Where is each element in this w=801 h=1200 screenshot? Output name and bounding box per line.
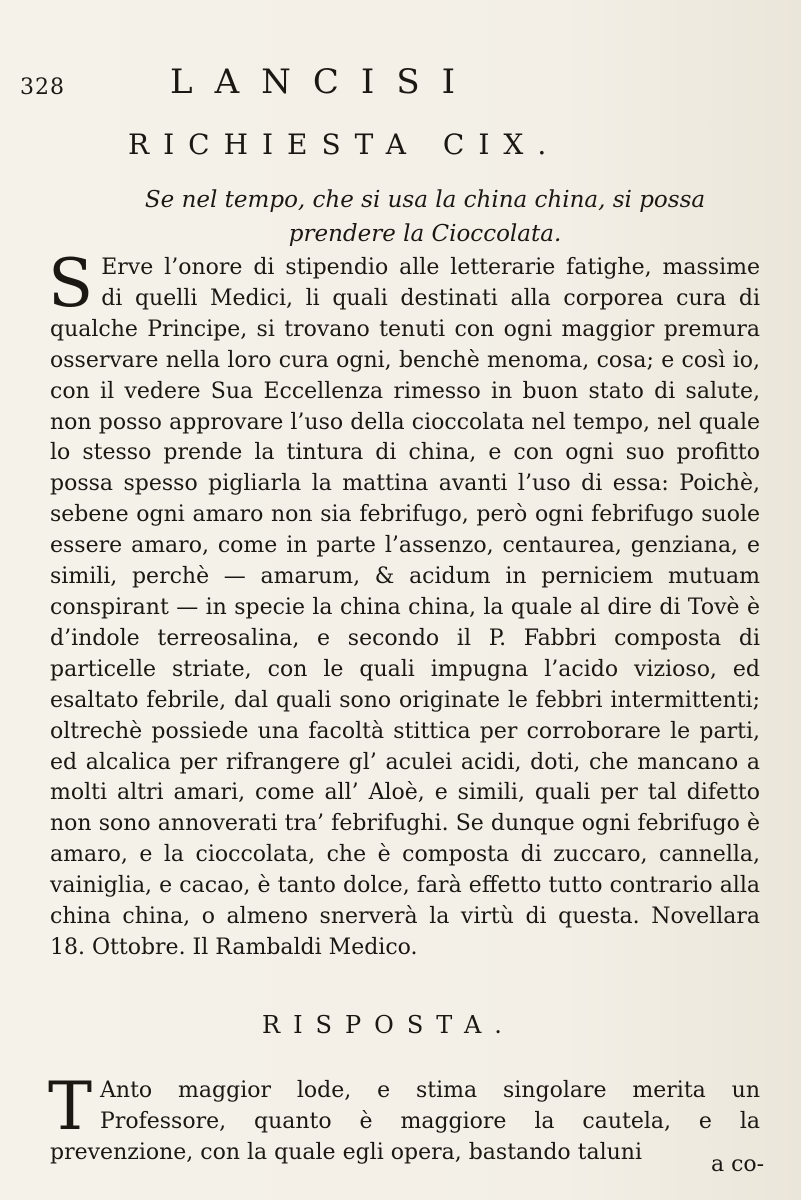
catchword: a co- [711, 1152, 765, 1177]
subtitle-line-2: prendere la Cioccolata. [288, 221, 562, 247]
section-title: RICHIESTA CIX. [128, 128, 561, 161]
answer-text: Anto maggior lode, e stima singolare merita un Professore, quanto è maggiore la cautela, e la prevenzione, con la quale egli opera, bastando taluni [50, 1078, 760, 1165]
request-body [48, 245, 760, 964]
running-head: LANCISI [170, 62, 478, 102]
answer-body [50, 1054, 760, 1191]
subtitle-line-1: Se nel tempo, che si usa la china china, si possa [144, 187, 706, 213]
drop-cap: S [48, 245, 94, 322]
answer-drop-cap: T [48, 1068, 93, 1145]
page-number: 328 [20, 75, 65, 100]
request-text: Erve l’onore di stipendio alle letterarie fatighe, massime di quelli Medici, li quali destinati alla corporea cura di qualche Principe, si trovano tenuti con ogni maggior premura osservare nella loro cura ogni, benchè menoma, cosa; e così io, con il vedere Sua Eccellenza rimesso in buon stato di salute, non posso approvare l’uso della cioccolata nel tempo, nel quale lo stesso prende la tintura di china, e con ogni suo profitto possa spesso pigliarla la mattina avanti l’uso di essa: Poichè, sebene ogni amaro non sia febrifugo, però ogni febrifugo suole essere amaro, come in parte l’assenzo, centaurea, genziana, e simili, perchè — amarum, & acidum in perniciem mutuam conspirant — in specie la china china, la quale al dire di Tovè è d’indole terreosalina, e secondo il P. Fabbri composta di particelle striate, con le quali impugna l’acido vizioso, ed esaltato febrile, dal quali sono originate le febbri intermittenti; oltrechè possiede una facoltà stittica per corroborare le parti, ed alcalica per rifrangere gl’ aculei acidi, doti, che mancano a molti altri amari, come all’ Aloè, e simili, quali per tal difetto non sono annoverati tra’ febrifughi. Se dunque ogni febrifugo è amaro, e la cioccolata, che è composta di zuccaro, cannella, vainiglia, e cacao, è tanto dolce, farà effetto tutto contrario alla china china, o almeno snerverà la virtù di questa. Novellara 18. Ottobre. Il Rambaldi Medico. [50, 255, 760, 960]
answer-title: RISPOSTA. [262, 1011, 515, 1039]
section-subtitle [100, 183, 750, 251]
